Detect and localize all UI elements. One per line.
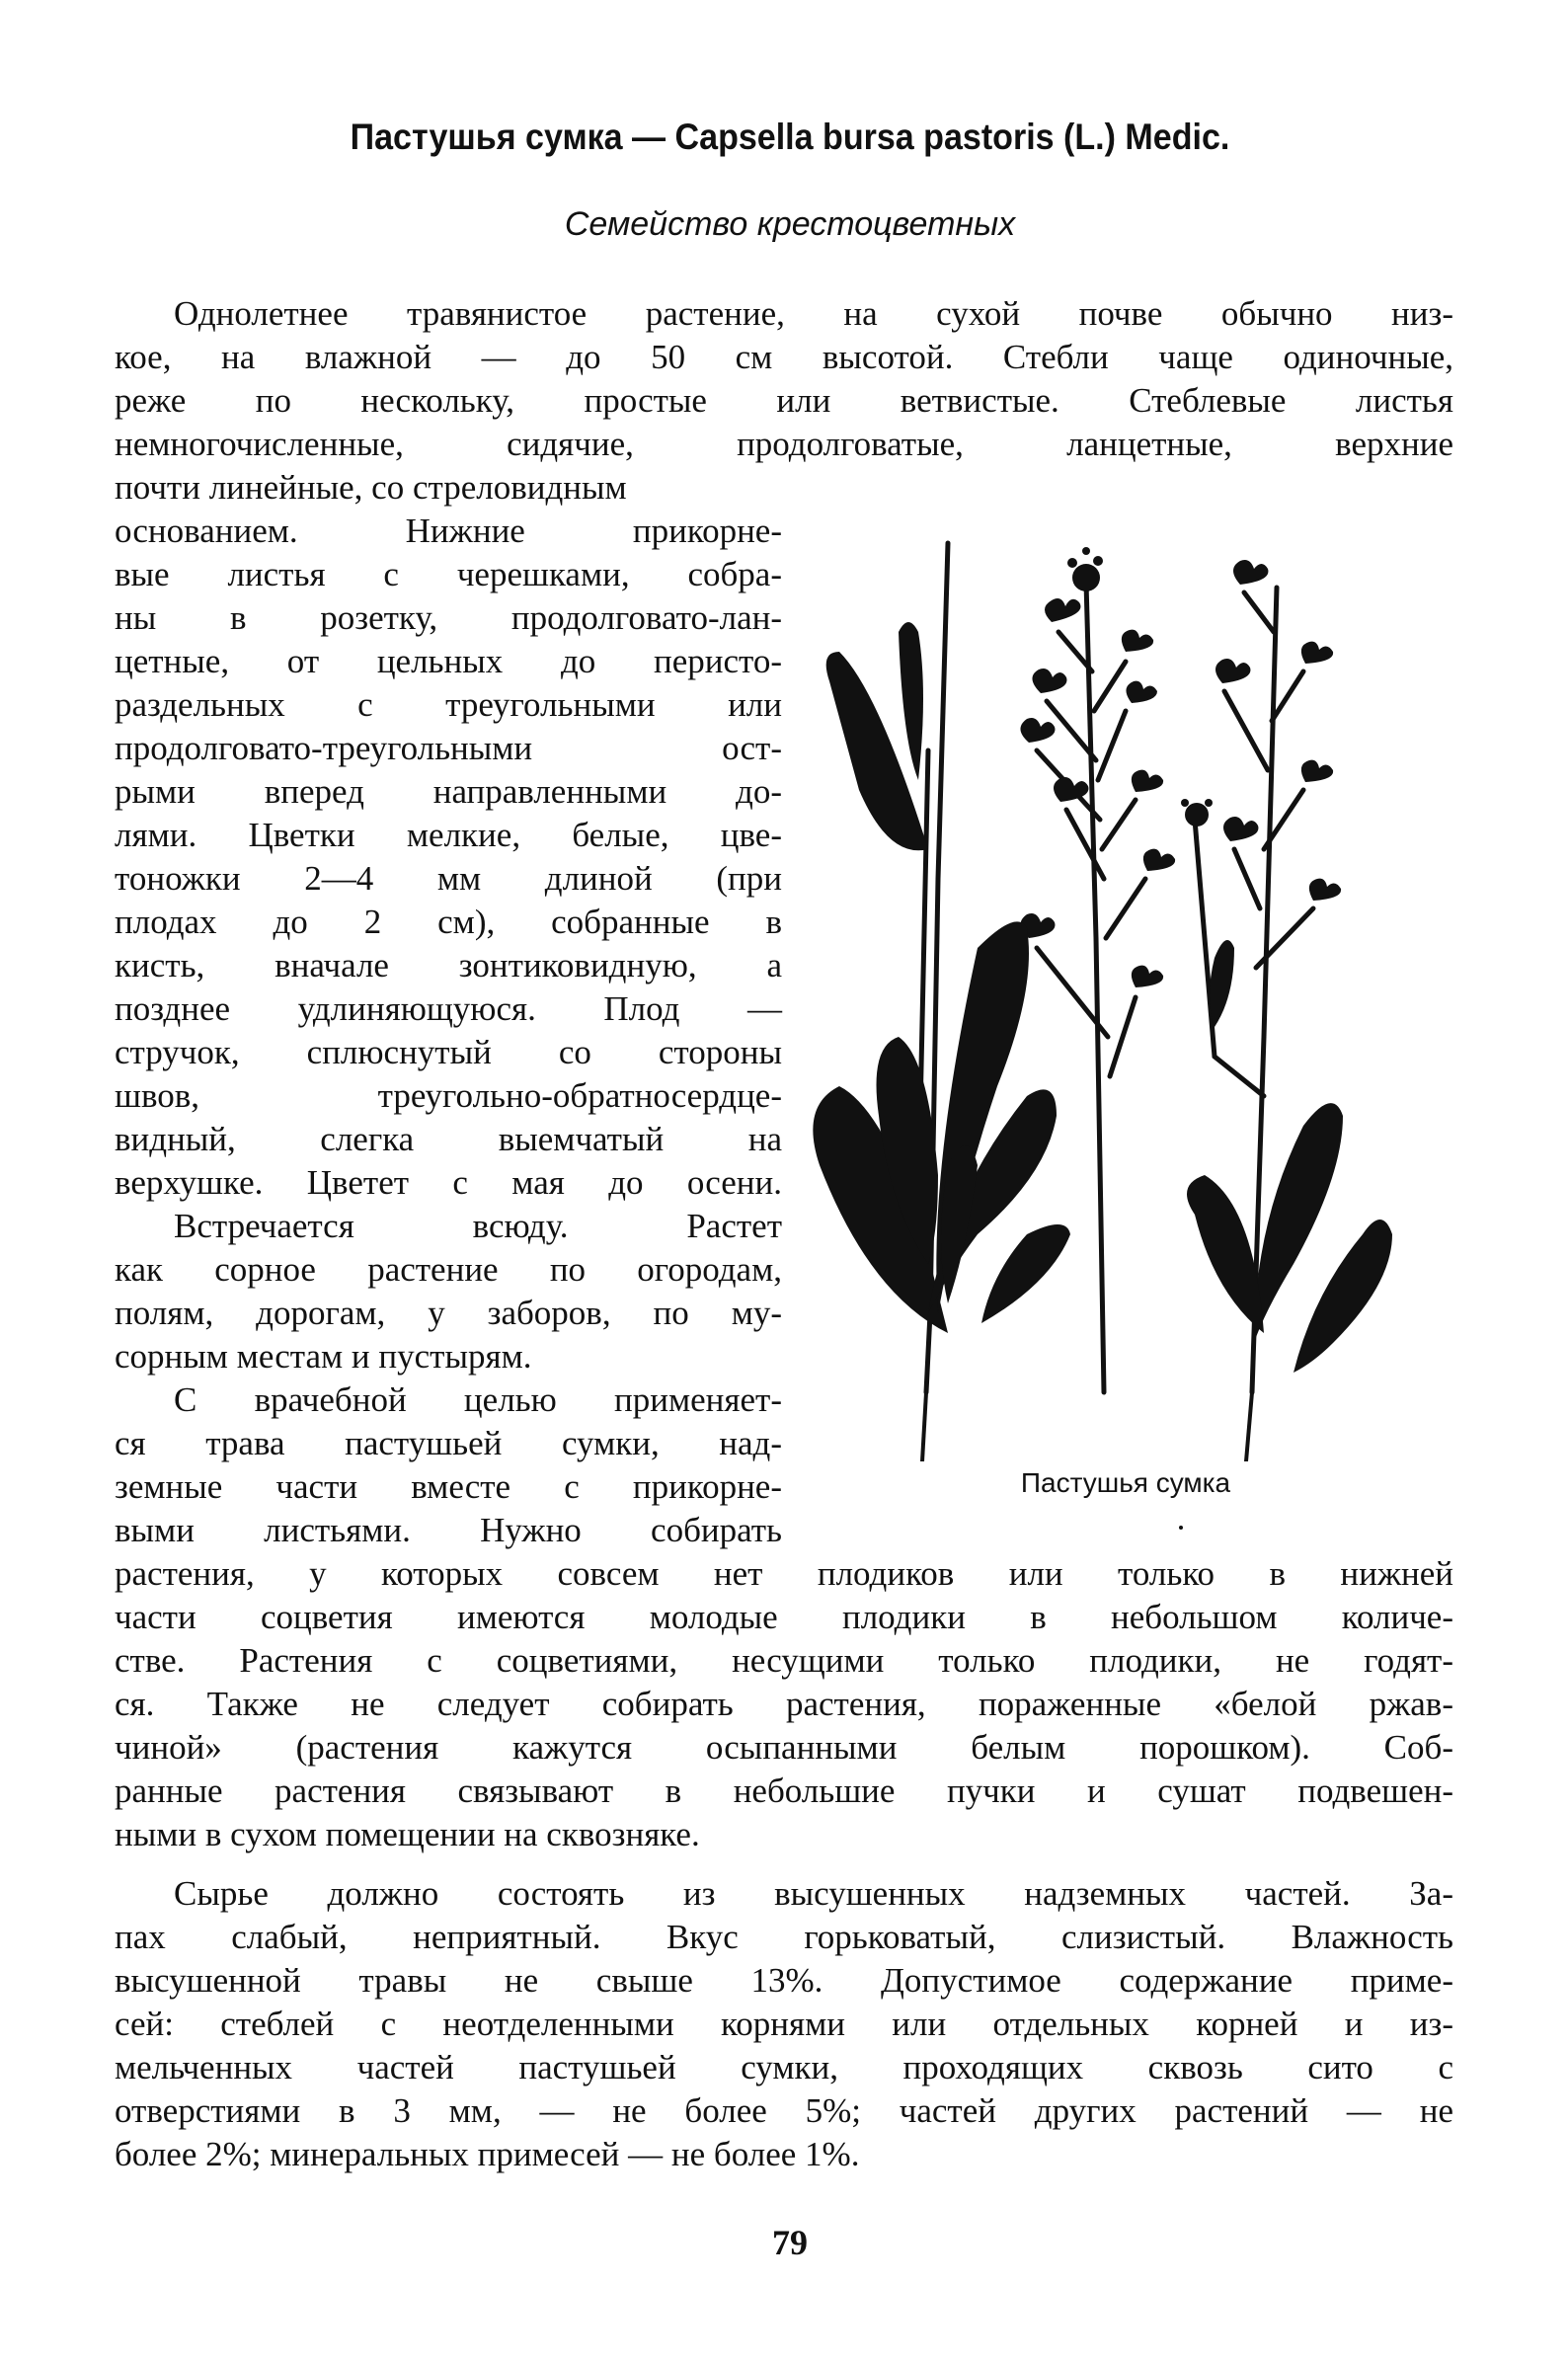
seed-pod <box>1301 642 1333 664</box>
page-number: 79 <box>772 2223 808 2262</box>
text-line: ранные растения связывают в небольшие пучки и сушат подвешен- <box>115 1771 1453 1810</box>
text-line: Сырье должно состоять из высушенных надземных частей. За- <box>174 1874 1453 1913</box>
text-line: немногочисленные, сидячие, продолговатые, ланцетные, верхние <box>115 425 1453 463</box>
seed-pod <box>1309 879 1341 901</box>
page-title: Пастушья сумка — Capsella bursa pastoris (L.) Medic. <box>350 117 1230 157</box>
seed-pod <box>1223 817 1258 841</box>
text-line: стручок, сплюснутый со стороны <box>115 1033 782 1071</box>
text-line: плодах до 2 см), собранные в <box>115 903 782 941</box>
rosette-leaf <box>1294 1220 1392 1373</box>
text-line: мельченных частей пастушьей сумки, проходящих сквозь сито с <box>115 2048 1453 2086</box>
text-line: пах слабый, неприятный. Вкус горьковатый, слизистый. Влажность <box>115 1918 1453 1956</box>
text-line: С врачебной целью применяет- <box>174 1380 782 1419</box>
text-line: более 2%; минеральных примесей — не более 1%. <box>115 2135 860 2173</box>
root <box>1244 1392 1254 1461</box>
seed-pod <box>1122 630 1153 652</box>
text-line: почти линейные, со стреловидным <box>115 468 627 507</box>
rosette-leaf <box>1210 940 1234 1027</box>
text-line: растения, у которых совсем нет плодиков или только в нижней <box>115 1554 1453 1593</box>
family-subtitle: Семейство крестоцветных <box>564 205 1016 243</box>
stem-leaf <box>899 622 923 780</box>
seed-pod <box>1301 760 1333 782</box>
seed-pod <box>1132 966 1163 987</box>
text-line: видный, слегка выемчатый на <box>115 1120 782 1158</box>
text-line: части соцветия имеются молодые плодики в небольшом количе- <box>115 1598 1453 1636</box>
seed-pod <box>1045 598 1080 622</box>
text-line: ны в розетку, продолговато-лан- <box>115 598 782 637</box>
text-line: тоножки 2—4 мм длиной (при <box>115 859 782 898</box>
text-line: позднее удлиняющуюся. Плод — <box>115 989 782 1028</box>
seed-pod <box>1126 681 1157 703</box>
text-line: отверстиями в 3 мм, — не более 5%; частей других растений — не <box>115 2091 1453 2130</box>
text-line: цетные, от цельных до перисто- <box>115 642 782 680</box>
text-line: ся. Также не следует собирать растения, пораженные «белой ржав- <box>115 1685 1453 1723</box>
text-line: стве. Растения с соцветиями, несущими только плодики, не годят- <box>115 1641 1453 1680</box>
text-line: ными в сухом помещении на сквозняке. <box>115 1815 700 1853</box>
text-line: вые листья с черешками, собра- <box>115 555 782 593</box>
text-line: кое, на влажной — до 50 см высотой. Стебли чаще одиночные, <box>115 338 1453 376</box>
flower-cluster <box>1072 564 1100 591</box>
text-line: кисть, вначале зонтиковидную, а <box>115 946 782 984</box>
figure-caption: Пастушья сумка <box>1020 1467 1231 1498</box>
text-line: выми листьями. Нужно собирать <box>115 1511 782 1549</box>
text-line: сорным местам и пустырям. <box>115 1337 532 1376</box>
text-line: сей: стеблей с неотделенными корнями или отдельных корней и из- <box>115 2005 1453 2043</box>
seed-pod <box>1215 659 1250 683</box>
text-line: ся трава пастушьей сумки, над- <box>115 1424 782 1462</box>
text-line: чиной» (растения кажутся осыпанными белым порошком). Соб- <box>115 1728 1453 1767</box>
flower-cluster <box>1185 803 1209 826</box>
seed-pod <box>1143 849 1175 871</box>
text-line: лями. Цветки мелкие, белые, цве- <box>115 816 782 854</box>
text-line: Встречается всюду. Растет <box>174 1207 782 1245</box>
text-line: рыми вперед направленными до- <box>115 772 782 811</box>
seed-pod <box>1233 560 1268 585</box>
seed-pod <box>1032 669 1066 693</box>
text-line: Однолетнее травянистое растение, на сухой почве обычно низ- <box>174 294 1453 333</box>
root <box>920 1392 928 1461</box>
text-line: земные части вместе с прикорне- <box>115 1467 782 1506</box>
text-line: продолговато-треугольными ост- <box>115 729 782 767</box>
rosette-leaf <box>1187 1175 1264 1333</box>
shepherds-purse-illustration <box>800 523 1471 1471</box>
text-line: высушенной травы не свыше 13%. Допустимое содержание приме- <box>115 1961 1453 2000</box>
text-line: основанием. Нижние прикорне- <box>115 512 782 550</box>
text-line: как сорное растение по огородам, <box>115 1250 782 1289</box>
text-line: реже по нескольку, простые или ветвистые. Стеблевые листья <box>115 381 1453 420</box>
rosette-leaf <box>981 1224 1070 1323</box>
text-line: раздельных с треугольными или <box>115 685 782 724</box>
text-line: верхушке. Цветет с мая до осени. <box>115 1163 782 1202</box>
text-line: швов, треугольно-обратносердце- <box>115 1076 782 1115</box>
text-line: полям, дорогам, у заборов, по му- <box>115 1294 782 1332</box>
seed-pod <box>1132 770 1163 792</box>
seed-pod <box>1020 718 1055 743</box>
caption-dot <box>1179 1526 1183 1530</box>
